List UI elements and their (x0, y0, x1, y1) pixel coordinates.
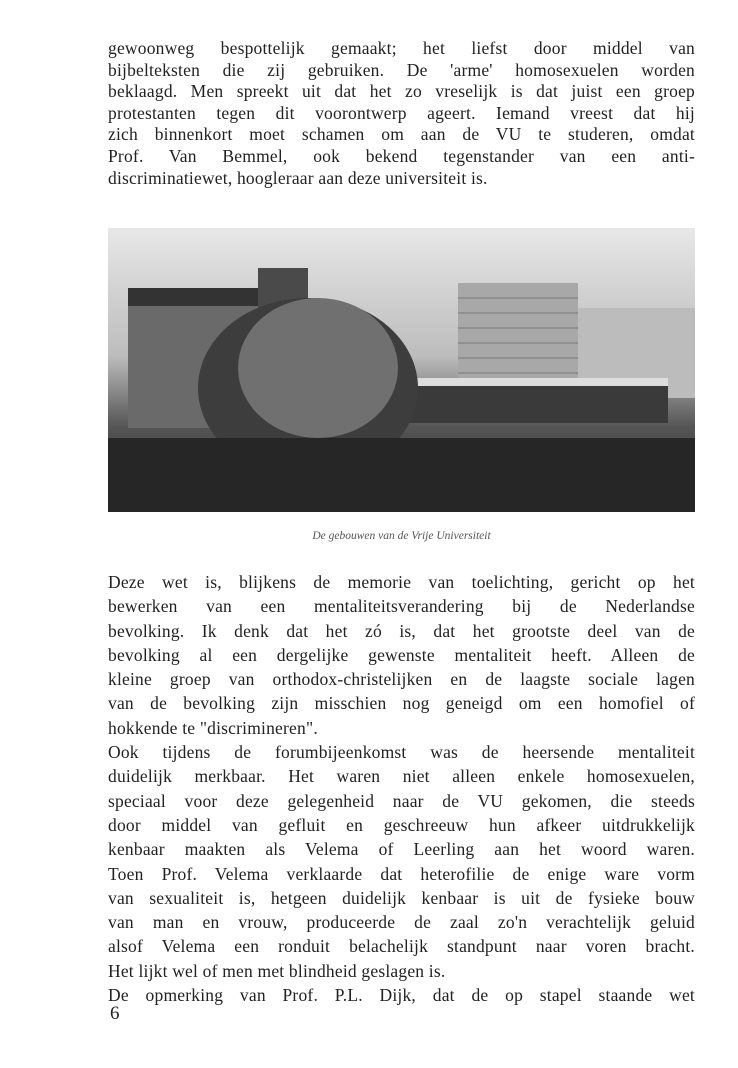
text-line: beklaagd. Men spreekt uit dat het zo vreselijk is dat juist een groep (108, 81, 695, 102)
text-line: speciaal voor deze gelegenheid naar de VU gekomen, die steeds (108, 790, 695, 811)
text-line: De opmerking van Prof. P.L. Dijk, dat de op stapel staande wet (108, 985, 695, 1006)
text-line: alsof Velema een ronduit belachelijk standpunt naar voren bracht. (108, 936, 695, 957)
text-line: Deze wet is, blijkens de memorie van toelichting, gericht op het (108, 572, 695, 592)
photo-caption: De gebouwen van de Vrije Universiteit (312, 530, 491, 542)
text-line: Ook tijdens de forumbijeenkomst was de heersende mentaliteit (108, 742, 695, 763)
text-line: hokkende te "discrimineren". (108, 717, 318, 738)
text-line: protestanten tegen dit voorontwerp ageert. Iemand vreest dat hij (108, 102, 695, 123)
text-line: Toen Prof. Velema verklaarde dat heterofilie de enige ware vorm (108, 863, 695, 884)
text-line: bevolking al een dergelijke gewenste mentaliteit heeft. Alleen de (108, 644, 695, 665)
text-line: kenbaar maakten als Velema of Leerling aan het woord waren. (108, 839, 695, 860)
text-line: bijbelteksten die zij gebruiken. De 'arme' homosexuelen worden (108, 59, 695, 80)
text-line: duidelijk merkbaar. Het waren niet alleen enkele homosexuelen, (108, 766, 695, 787)
university-buildings-photo (108, 228, 695, 512)
text-line: door middel van gefluit en geschreeuw hun afkeer uitdrukkelijk (108, 814, 695, 835)
text-line: van sexualiteit is, hetgeen duidelijk kenbaar is uit de fysieke bouw (108, 887, 695, 908)
text-line: Het lijkt wel of men met blindheid geslagen is. (108, 960, 446, 981)
text-line: bevolking. Ik denk dat het zó is, dat het grootste deel van de (108, 620, 695, 641)
body-text (108, 570, 695, 1007)
text-line: van de bevolking zijn misschien nog geneigd om een homofiel of (108, 693, 695, 714)
text-line: gewoonweg bespottelijk gemaakt; het liefst door middel van (108, 38, 695, 58)
top-paragraph (108, 38, 695, 189)
text-line: zich binnenkort moet schamen om aan de VU te studeren, omdat (108, 124, 695, 145)
text-line: van man en vrouw, produceerde de zaal zo'n verachtelijk geluid (108, 912, 695, 933)
text-line: bewerken van een mentaliteitsverandering bij de Nederlandse (108, 596, 695, 617)
page-number: 6 (110, 1003, 120, 1024)
text-line: Prof. Van Bemmel, ook bekend tegenstander van een anti- (108, 145, 695, 166)
text-line: discriminatiewet, hoogleraar aan deze universiteit is. (108, 167, 488, 188)
text-line: kleine groep van orthodox-christelijken en de laagste sociale lagen (108, 669, 695, 690)
photo-illustration (108, 228, 695, 512)
